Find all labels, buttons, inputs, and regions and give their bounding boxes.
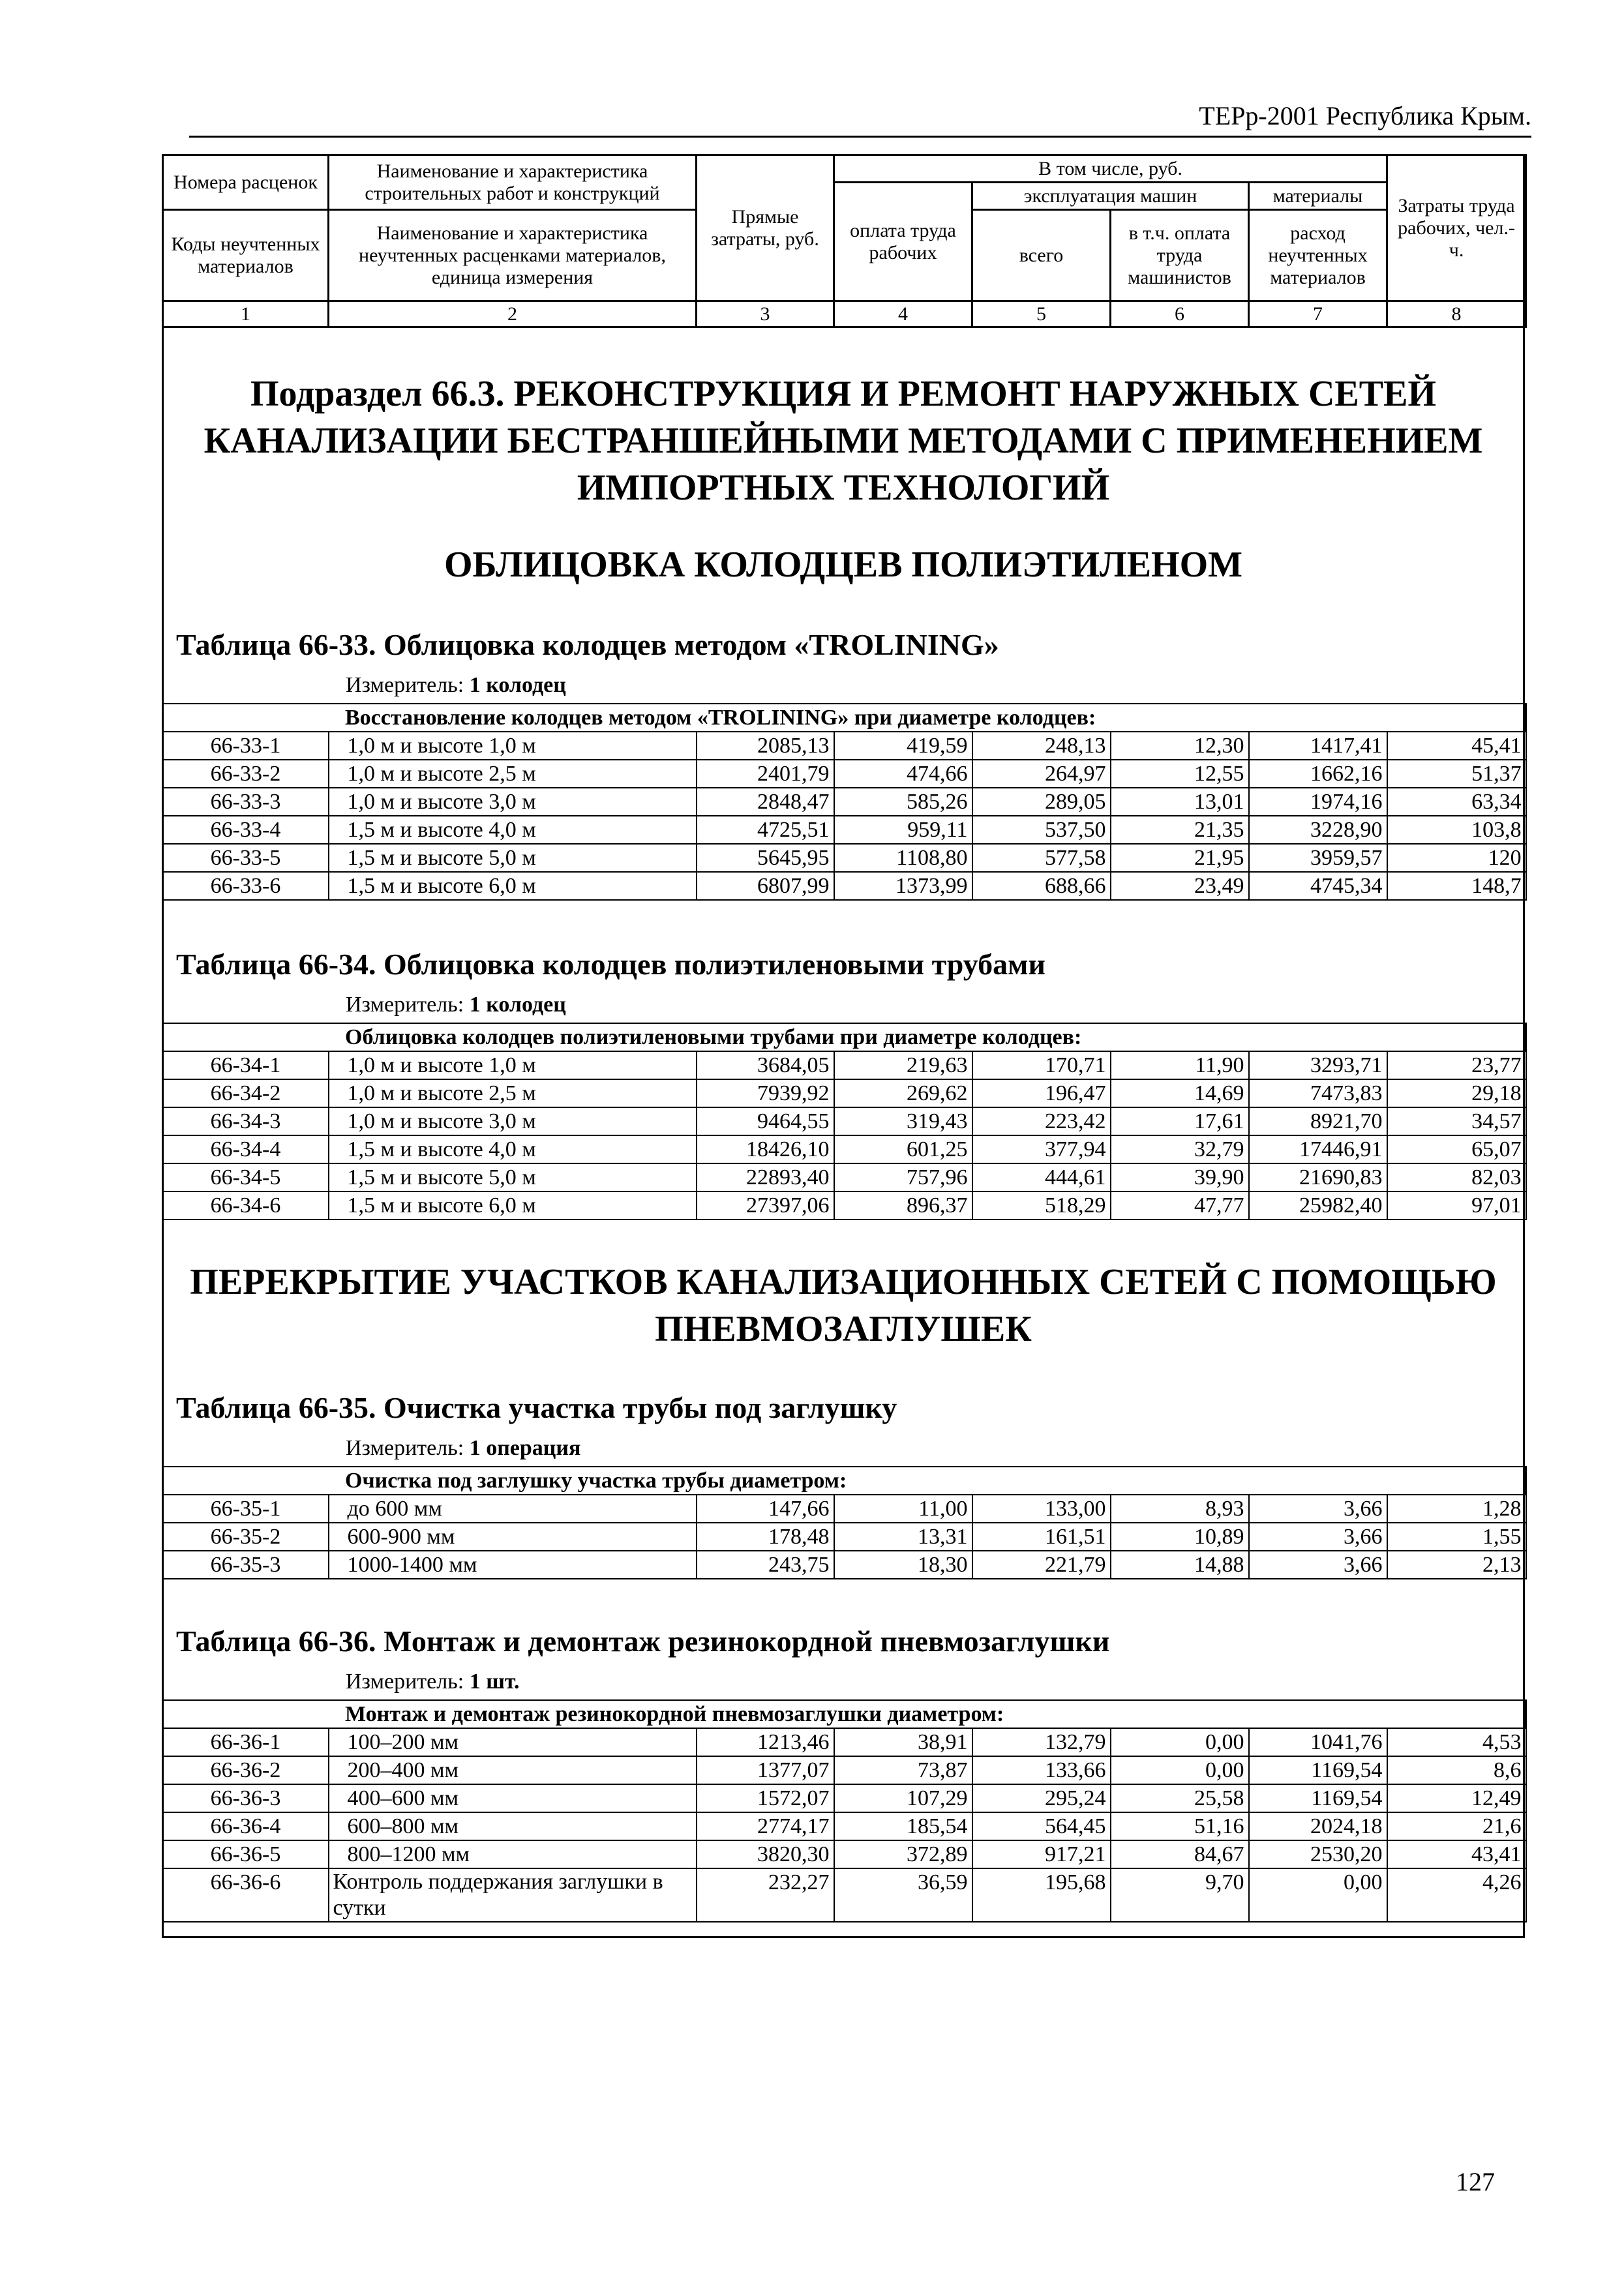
work-name-cell: 400–600 мм	[329, 1784, 697, 1812]
machine-total-cell: 295,24	[972, 1784, 1111, 1812]
machine-total-cell: 170,71	[972, 1051, 1111, 1079]
labor-hours-cell: 34,57	[1387, 1107, 1526, 1135]
labor-pay-cell: 601,25	[834, 1135, 972, 1163]
materials-cost-cell: 3293,71	[1249, 1051, 1387, 1079]
labor-hours-cell: 1,55	[1387, 1523, 1526, 1551]
direct-cost-cell: 2085,13	[697, 732, 834, 760]
machinist-pay-cell: 21,95	[1111, 844, 1249, 872]
machine-total-cell: 264,97	[972, 760, 1111, 788]
work-name-cell: 600-900 мм	[329, 1523, 697, 1551]
machine-total-cell: 133,00	[972, 1495, 1111, 1523]
table-row	[163, 1135, 1526, 1163]
materials-cost-cell: 17446,91	[1249, 1135, 1387, 1163]
section2-title: ПЕРЕКРЫТИЕ УЧАСТКОВ КАНАЛИЗАЦИОННЫХ СЕТЕЙ С ПОМОЩЬЮ ПНЕВМОЗАГЛУШЕК	[190, 1262, 1497, 1349]
work-name-cell: 1,0 м и высоте 1,0 м	[329, 732, 697, 760]
machinist-pay-cell: 11,90	[1111, 1051, 1249, 1079]
materials-cost-cell: 1974,16	[1249, 788, 1387, 816]
table-title-66-33: Таблица 66-33. Облицовка колодцев методом «TROLINING»	[176, 628, 999, 661]
machinist-pay-cell: 0,00	[1111, 1756, 1249, 1784]
measure-66-36: Измеритель: 1 шт.	[346, 1669, 520, 1694]
work-name-cell: Контроль поддержания заглушки в сутки	[329, 1868, 697, 1922]
labor-pay-cell: 959,11	[834, 816, 972, 844]
col6-header: в т.ч. оплата труда машинистов	[1111, 210, 1249, 301]
machine-total-cell: 444,61	[972, 1163, 1111, 1191]
materials-cost-cell: 3959,57	[1249, 844, 1387, 872]
materials-cost-cell: 7473,83	[1249, 1079, 1387, 1107]
table-subheading	[163, 1467, 1526, 1495]
labor-hours-cell: 97,01	[1387, 1191, 1526, 1219]
machine-total-cell: 221,79	[972, 1551, 1111, 1579]
work-name-cell: 800–1200 мм	[329, 1840, 697, 1868]
measure-66-34: Измеритель: 1 колодец	[346, 993, 566, 1017]
table-title-66-34: Таблица 66-34. Облицовка колодцев полиэтиленовыми трубами	[176, 948, 1046, 981]
labor-hours-cell: 103,8	[1387, 816, 1526, 844]
work-name-cell: 1,0 м и высоте 2,5 м	[329, 760, 697, 788]
data-table-66-35	[162, 1466, 1527, 1579]
table-subheading	[163, 1023, 1526, 1051]
rate-code-cell: 66-33-3	[163, 788, 329, 816]
labor-pay-cell: 18,30	[834, 1551, 972, 1579]
materials-cost-cell: 8921,70	[1249, 1107, 1387, 1135]
materials-cost-cell: 1417,41	[1249, 732, 1387, 760]
subheading-text: Очистка под заглушку участка трубы диаметром:	[163, 1467, 1526, 1495]
rate-code-cell: 66-33-1	[163, 732, 329, 760]
labor-pay-cell: 13,31	[834, 1523, 972, 1551]
rate-code-cell: 66-34-6	[163, 1191, 329, 1219]
machinist-pay-cell: 12,30	[1111, 732, 1249, 760]
col-num-2: 2	[329, 301, 697, 327]
direct-cost-cell: 6807,99	[697, 872, 834, 900]
direct-cost-cell: 243,75	[697, 1551, 834, 1579]
labor-pay-cell: 419,59	[834, 732, 972, 760]
machine-total-cell: 518,29	[972, 1191, 1111, 1219]
col7-header: расход неучтенных материалов	[1249, 210, 1387, 301]
direct-cost-cell: 4725,51	[697, 816, 834, 844]
labor-pay-cell: 219,63	[834, 1051, 972, 1079]
work-name-cell: 1,0 м и высоте 1,0 м	[329, 1051, 697, 1079]
machine-total-cell: 133,66	[972, 1756, 1111, 1784]
materials-cost-cell: 2024,18	[1249, 1812, 1387, 1840]
col4-header: оплата труда рабочих	[834, 183, 972, 301]
subheading-text: Восстановление колодцев методом «TROLINING» при диаметре колодцев:	[163, 704, 1526, 732]
column-header-table	[162, 154, 1527, 328]
work-name-cell: 1,5 м и высоте 6,0 м	[329, 872, 697, 900]
subheading-text: Облицовка колодцев полиэтиленовыми трубами при диаметре колодцев:	[163, 1023, 1526, 1051]
labor-hours-cell: 12,49	[1387, 1784, 1526, 1812]
machinist-pay-cell: 25,58	[1111, 1784, 1249, 1812]
labor-hours-cell: 8,6	[1387, 1756, 1526, 1784]
rate-code-cell: 66-35-2	[163, 1523, 329, 1551]
table-row	[163, 872, 1526, 900]
materials-cost-cell: 25982,40	[1249, 1191, 1387, 1219]
table-row	[163, 1812, 1526, 1840]
direct-cost-cell: 7939,92	[697, 1079, 834, 1107]
machine-total-cell: 537,50	[972, 816, 1111, 844]
machine-total-cell: 195,68	[972, 1868, 1111, 1922]
col1-top: Номера расценок	[163, 155, 329, 210]
labor-pay-cell: 73,87	[834, 1756, 972, 1784]
work-name-cell: 1,5 м и высоте 4,0 м	[329, 816, 697, 844]
rate-code-cell: 66-34-4	[163, 1135, 329, 1163]
materials-cost-cell: 3,66	[1249, 1495, 1387, 1523]
rate-code-cell: 66-36-2	[163, 1756, 329, 1784]
machinist-pay-cell: 51,16	[1111, 1812, 1249, 1840]
materials-cost-cell: 2530,20	[1249, 1840, 1387, 1868]
direct-cost-cell: 1377,07	[697, 1756, 834, 1784]
col-num-1: 1	[163, 301, 329, 327]
machinist-pay-cell: 9,70	[1111, 1868, 1249, 1922]
direct-cost-cell: 1572,07	[697, 1784, 834, 1812]
direct-cost-cell: 232,27	[697, 1868, 834, 1922]
table-row	[163, 1495, 1526, 1523]
table-row	[163, 1551, 1526, 1579]
machinist-pay-cell: 0,00	[1111, 1728, 1249, 1756]
machinist-pay-cell: 21,35	[1111, 816, 1249, 844]
table-subheading	[163, 704, 1526, 732]
rate-code-cell: 66-33-6	[163, 872, 329, 900]
labor-pay-cell: 269,62	[834, 1079, 972, 1107]
labor-pay-cell: 185,54	[834, 1812, 972, 1840]
materials-header: материалы	[1249, 183, 1387, 210]
work-name-cell: 1,5 м и высоте 4,0 м	[329, 1135, 697, 1163]
work-name-cell: 600–800 мм	[329, 1812, 697, 1840]
labor-pay-cell: 36,59	[834, 1868, 972, 1922]
col-num-7: 7	[1249, 301, 1387, 327]
machine-total-cell: 917,21	[972, 1840, 1111, 1868]
machinist-pay-cell: 13,01	[1111, 788, 1249, 816]
labor-hours-cell: 23,77	[1387, 1051, 1526, 1079]
rate-code-cell: 66-34-5	[163, 1163, 329, 1191]
labor-pay-cell: 585,26	[834, 788, 972, 816]
direct-cost-cell: 2401,79	[697, 760, 834, 788]
machinist-pay-cell: 12,55	[1111, 760, 1249, 788]
labor-pay-cell: 1373,99	[834, 872, 972, 900]
exploit-header: эксплуатация машин	[972, 183, 1249, 210]
table-row	[163, 1191, 1526, 1219]
rate-code-cell: 66-33-4	[163, 816, 329, 844]
col2-bottom: Наименование и характеристика неучтенных расценками материалов, единица измерения	[329, 210, 697, 301]
table-row	[163, 760, 1526, 788]
machine-total-cell: 577,58	[972, 844, 1111, 872]
machinist-pay-cell: 10,89	[1111, 1523, 1249, 1551]
col5-header: всего	[972, 210, 1111, 301]
materials-cost-cell: 0,00	[1249, 1868, 1387, 1922]
work-name-cell: 200–400 мм	[329, 1756, 697, 1784]
table-row	[163, 1107, 1526, 1135]
page-number: 127	[1456, 2167, 1495, 2196]
table-row	[163, 788, 1526, 816]
labor-hours-cell: 1,28	[1387, 1495, 1526, 1523]
labor-pay-cell: 11,00	[834, 1495, 972, 1523]
machine-total-cell: 196,47	[972, 1079, 1111, 1107]
section1-title: ОБЛИЦОВКА КОЛОДЦЕВ ПОЛИЭТИЛЕНОМ	[444, 545, 1243, 585]
labor-pay-cell: 372,89	[834, 1840, 972, 1868]
labor-hours-cell: 4,53	[1387, 1728, 1526, 1756]
col-num-6: 6	[1111, 301, 1249, 327]
work-name-cell: 1,0 м и высоте 2,5 м	[329, 1079, 697, 1107]
labor-pay-cell: 107,29	[834, 1784, 972, 1812]
col8-header: Затраты труда рабочих, чел.-ч.	[1387, 155, 1526, 301]
table-row	[163, 1079, 1526, 1107]
labor-hours-cell: 21,6	[1387, 1812, 1526, 1840]
rate-code-cell: 66-34-1	[163, 1051, 329, 1079]
table-row	[163, 1868, 1526, 1922]
col-num-5: 5	[972, 301, 1111, 327]
rate-code-cell: 66-36-6	[163, 1868, 329, 1922]
table-row	[163, 816, 1526, 844]
rate-code-cell: 66-33-2	[163, 760, 329, 788]
labor-hours-cell: 120	[1387, 844, 1526, 872]
labor-hours-cell: 51,37	[1387, 760, 1526, 788]
subsection-title: Подраздел 66.3. РЕКОНСТРУКЦИЯ И РЕМОНТ НАРУЖНЫХ СЕТЕЙ КАНАЛИЗАЦИИ БЕСТРАНШЕЙНЫМИ МЕТОДАМИ С ПРИМЕНЕНИЕМ ИМПОРТНЫХ ТЕХНОЛОГИЙ	[203, 374, 1483, 508]
table-row	[163, 1756, 1526, 1784]
labor-hours-cell: 148,7	[1387, 872, 1526, 900]
direct-cost-cell: 9464,55	[697, 1107, 834, 1135]
labor-hours-cell: 2,13	[1387, 1551, 1526, 1579]
labor-hours-cell: 29,18	[1387, 1079, 1526, 1107]
labor-hours-cell: 65,07	[1387, 1135, 1526, 1163]
labor-hours-cell: 45,41	[1387, 732, 1526, 760]
subheading-text: Монтаж и демонтаж резинокордной пневмозаглушки диаметром:	[163, 1700, 1526, 1728]
direct-cost-cell: 18426,10	[697, 1135, 834, 1163]
rate-code-cell: 66-34-2	[163, 1079, 329, 1107]
direct-cost-cell: 22893,40	[697, 1163, 834, 1191]
col-num-3: 3	[697, 301, 834, 327]
rate-code-cell: 66-34-3	[163, 1107, 329, 1135]
machine-total-cell: 132,79	[972, 1728, 1111, 1756]
labor-pay-cell: 896,37	[834, 1191, 972, 1219]
direct-cost-cell: 1213,46	[697, 1728, 834, 1756]
materials-cost-cell: 1169,54	[1249, 1756, 1387, 1784]
direct-cost-cell: 178,48	[697, 1523, 834, 1551]
direct-cost-cell: 147,66	[697, 1495, 834, 1523]
work-name-cell: 1,5 м и высоте 5,0 м	[329, 1163, 697, 1191]
rate-code-cell: 66-36-5	[163, 1840, 329, 1868]
labor-pay-cell: 757,96	[834, 1163, 972, 1191]
labor-hours-cell: 43,41	[1387, 1840, 1526, 1868]
direct-cost-cell: 5645,95	[697, 844, 834, 872]
machinist-pay-cell: 47,77	[1111, 1191, 1249, 1219]
machine-total-cell: 223,42	[972, 1107, 1111, 1135]
header-text: ТЕРр-2001 Республика Крым.	[1199, 101, 1531, 130]
table-row	[163, 1784, 1526, 1812]
table-row	[163, 1840, 1526, 1868]
machine-total-cell: 377,94	[972, 1135, 1111, 1163]
table-row	[163, 1523, 1526, 1551]
rate-code-cell: 66-33-5	[163, 844, 329, 872]
data-table-66-34	[162, 1023, 1527, 1220]
labor-hours-cell: 82,03	[1387, 1163, 1526, 1191]
direct-cost-cell: 3820,30	[697, 1840, 834, 1868]
labor-pay-cell: 474,66	[834, 760, 972, 788]
machinist-pay-cell: 23,49	[1111, 872, 1249, 900]
rate-code-cell: 66-36-1	[163, 1728, 329, 1756]
materials-cost-cell: 1662,16	[1249, 760, 1387, 788]
table-title-66-36: Таблица 66-36. Монтаж и демонтаж резинокордной пневмозаглушки	[176, 1624, 1110, 1658]
table-row	[163, 844, 1526, 872]
col1-bottom: Коды неучтенных материалов	[163, 210, 329, 301]
measure-66-33: Измеритель: 1 колодец	[346, 673, 566, 697]
machinist-pay-cell: 39,90	[1111, 1163, 1249, 1191]
machinist-pay-cell: 8,93	[1111, 1495, 1249, 1523]
table-row	[163, 732, 1526, 760]
work-name-cell: до 600 мм	[329, 1495, 697, 1523]
materials-cost-cell: 1041,76	[1249, 1728, 1387, 1756]
col-num-8: 8	[1387, 301, 1526, 327]
materials-cost-cell: 3,66	[1249, 1523, 1387, 1551]
table-row	[163, 1051, 1526, 1079]
rate-code-cell: 66-36-4	[163, 1812, 329, 1840]
col-num-4: 4	[834, 301, 972, 327]
work-name-cell: 1,0 м и высоте 3,0 м	[329, 1107, 697, 1135]
machine-total-cell: 688,66	[972, 872, 1111, 900]
labor-pay-cell: 38,91	[834, 1728, 972, 1756]
table-title-66-35: Таблица 66-35. Очистка участка трубы под заглушку	[176, 1391, 897, 1424]
labor-hours-cell: 4,26	[1387, 1868, 1526, 1922]
work-name-cell: 100–200 мм	[329, 1728, 697, 1756]
machine-total-cell: 289,05	[972, 788, 1111, 816]
labor-pay-cell: 1108,80	[834, 844, 972, 872]
direct-cost-cell: 27397,06	[697, 1191, 834, 1219]
rate-code-cell: 66-35-1	[163, 1495, 329, 1523]
direct-cost-cell: 3684,05	[697, 1051, 834, 1079]
machine-total-cell: 564,45	[972, 1812, 1111, 1840]
running-header	[189, 97, 1531, 138]
materials-cost-cell: 21690,83	[1249, 1163, 1387, 1191]
direct-cost-cell: 2848,47	[697, 788, 834, 816]
table-row	[163, 1728, 1526, 1756]
data-table-66-36	[162, 1699, 1527, 1922]
labor-hours-cell: 63,34	[1387, 788, 1526, 816]
labor-pay-cell: 319,43	[834, 1107, 972, 1135]
col2-top: Наименование и характеристика строительных работ и конструкций	[329, 155, 697, 210]
machinist-pay-cell: 17,61	[1111, 1107, 1249, 1135]
machinist-pay-cell: 32,79	[1111, 1135, 1249, 1163]
materials-cost-cell: 1169,54	[1249, 1784, 1387, 1812]
rate-code-cell: 66-36-3	[163, 1784, 329, 1812]
rate-code-cell: 66-35-3	[163, 1551, 329, 1579]
measure-66-35: Измеритель: 1 операция	[346, 1436, 581, 1460]
direct-cost-cell: 2774,17	[697, 1812, 834, 1840]
machine-total-cell: 161,51	[972, 1523, 1111, 1551]
materials-cost-cell: 4745,34	[1249, 872, 1387, 900]
table-subheading	[163, 1700, 1526, 1728]
machinist-pay-cell: 14,69	[1111, 1079, 1249, 1107]
machine-total-cell: 248,13	[972, 732, 1111, 760]
work-name-cell: 1,5 м и высоте 6,0 м	[329, 1191, 697, 1219]
incl-header: В том числе, руб.	[834, 155, 1387, 183]
materials-cost-cell: 3,66	[1249, 1551, 1387, 1579]
table-row	[163, 1163, 1526, 1191]
work-name-cell: 1000-1400 мм	[329, 1551, 697, 1579]
col3-header: Прямые затраты, руб.	[697, 155, 834, 301]
work-name-cell: 1,5 м и высоте 5,0 м	[329, 844, 697, 872]
materials-cost-cell: 3228,90	[1249, 816, 1387, 844]
machinist-pay-cell: 84,67	[1111, 1840, 1249, 1868]
data-table-66-33	[162, 703, 1527, 901]
work-name-cell: 1,0 м и высоте 3,0 м	[329, 788, 697, 816]
machinist-pay-cell: 14,88	[1111, 1551, 1249, 1579]
